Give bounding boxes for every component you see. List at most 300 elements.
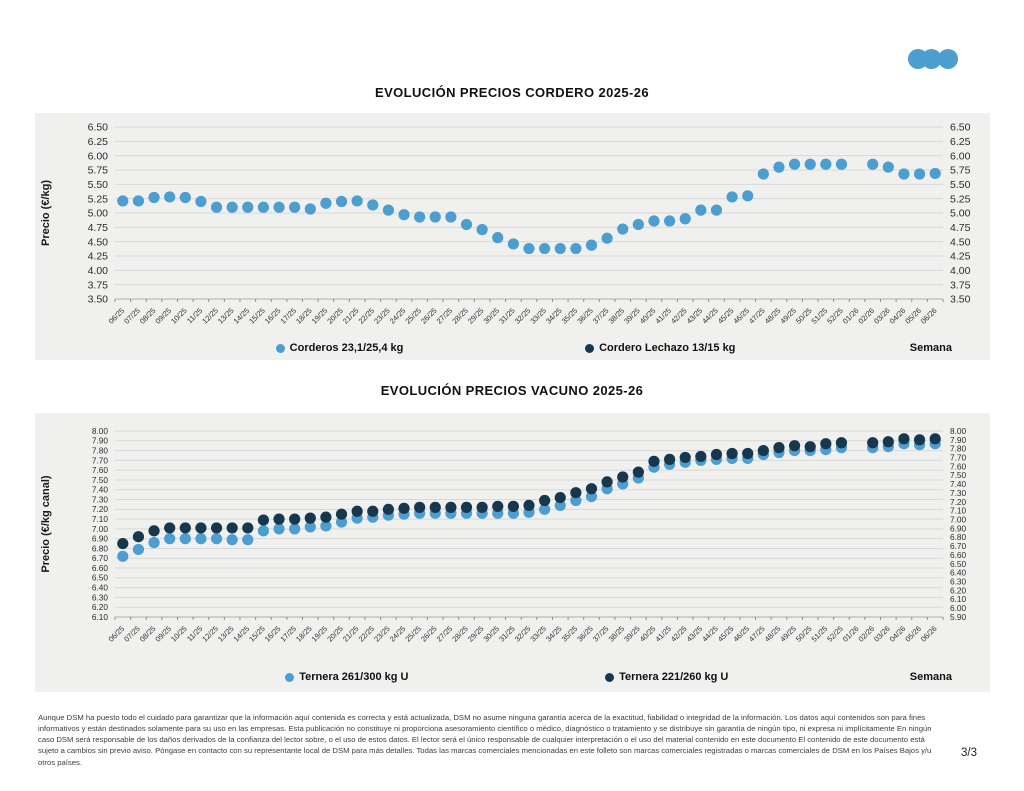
- data-point: [414, 502, 425, 513]
- data-point: [320, 512, 331, 523]
- y-tick-label: 4.25: [950, 250, 971, 263]
- x-tick-label: 40/25: [637, 624, 658, 644]
- x-tick-label: 23/25: [372, 624, 392, 644]
- y-tick-label: 6.80: [950, 532, 967, 543]
- y-tick-label: 7.10: [950, 505, 967, 516]
- data-point: [148, 192, 159, 203]
- data-point: [883, 436, 894, 447]
- data-point: [617, 223, 628, 234]
- x-tick-label: 34/25: [544, 306, 564, 326]
- data-point: [758, 168, 769, 179]
- y-tick-label: 6.40: [91, 582, 108, 593]
- data-point: [273, 202, 284, 213]
- x-tick-label: 31/25: [497, 624, 517, 644]
- dsm-three-dots-logo: [908, 48, 960, 70]
- data-point: [133, 544, 144, 555]
- x-tick-label: 14/25: [231, 624, 252, 644]
- data-point: [430, 211, 441, 222]
- y-tick-label: 7.90: [91, 435, 108, 446]
- data-point: [586, 240, 597, 251]
- x-tick-label: 37/25: [590, 624, 611, 644]
- x-tick-label: 48/25: [762, 624, 783, 644]
- y-tick-label: 4.00: [950, 265, 971, 278]
- x-tick-label: 22/25: [356, 306, 377, 326]
- data-point: [492, 232, 503, 243]
- y-tick-label: 7.10: [91, 514, 108, 525]
- data-point: [820, 159, 831, 170]
- data-point: [195, 196, 206, 207]
- y-tick-label: 5.00: [87, 207, 108, 220]
- logo-dot: [938, 49, 958, 69]
- data-point: [742, 448, 753, 459]
- legend-dot-icon: [285, 673, 294, 682]
- x-tick-label: 08/25: [137, 306, 158, 326]
- data-point: [336, 196, 347, 207]
- legend-dot-icon: [585, 344, 594, 353]
- data-point: [336, 509, 347, 520]
- data-point: [211, 522, 222, 533]
- data-point: [398, 209, 409, 220]
- x-tick-label: 41/25: [653, 624, 674, 644]
- x-tick-label: 11/25: [185, 306, 205, 326]
- x-tick-label: 52/25: [825, 624, 845, 644]
- data-point: [570, 243, 581, 254]
- y-tick-label: 6.50: [87, 121, 108, 134]
- x-tick-label: 25/25: [403, 306, 424, 326]
- data-point: [273, 523, 284, 534]
- x-tick-label: 48/25: [762, 306, 783, 326]
- y-tick-label: 6.25: [87, 136, 108, 149]
- x-tick-label: 04/26: [887, 306, 908, 326]
- data-point: [664, 215, 675, 226]
- x-tick-label: 36/25: [575, 624, 595, 644]
- data-point: [211, 533, 222, 544]
- data-point: [930, 168, 941, 179]
- data-point: [914, 434, 925, 445]
- vacuno-chart-title: EVOLUCIÓN PRECIOS VACUNO 2025-26: [380, 383, 644, 398]
- x-tick-label: 09/25: [153, 306, 174, 326]
- data-point: [164, 533, 175, 544]
- x-tick-label: 08/25: [137, 624, 158, 644]
- data-point: [773, 442, 784, 453]
- x-tick-label: 15/25: [247, 624, 267, 644]
- y-tick-label: 6.25: [950, 136, 971, 149]
- x-tick-label: 26/25: [419, 306, 439, 326]
- data-point: [148, 525, 159, 536]
- x-tick-label: 05/26: [903, 624, 923, 644]
- y-tick-label: 4.50: [950, 236, 971, 249]
- x-tick-label: 21/25: [340, 306, 361, 326]
- y-tick-label: 5.50: [87, 179, 108, 192]
- y-tick-label: 6.80: [91, 543, 108, 554]
- data-point: [789, 159, 800, 170]
- x-tick-label: 31/25: [497, 306, 517, 326]
- x-tick-label: 12/25: [200, 306, 220, 326]
- data-point: [633, 467, 644, 478]
- y-tick-label: 6.50: [950, 121, 971, 134]
- legend-label: Ternera 221/260 kg U: [619, 671, 729, 683]
- x-tick-label: 42/25: [668, 306, 689, 326]
- data-point: [883, 162, 894, 173]
- x-tick-label: 29/25: [465, 624, 486, 644]
- x-tick-label: 50/25: [793, 624, 814, 644]
- cordero-chart-plot: [35, 113, 990, 338]
- x-tick-label: 52/25: [825, 306, 845, 326]
- data-point: [508, 238, 519, 249]
- y-tick-label: 6.50: [91, 572, 108, 583]
- x-tick-label: 20/25: [325, 306, 345, 326]
- y-tick-label: 6.00: [950, 150, 971, 163]
- data-point: [133, 195, 144, 206]
- legend-item-corderos: [276, 342, 404, 354]
- data-point: [461, 502, 472, 513]
- data-point: [227, 202, 238, 213]
- x-tick-label: 49/25: [778, 624, 798, 644]
- y-tick-label: 7.80: [91, 445, 108, 456]
- x-tick-label: 42/25: [668, 624, 689, 644]
- y-tick-label: 6.00: [950, 603, 967, 614]
- data-point: [789, 440, 800, 451]
- data-point: [680, 213, 691, 224]
- data-point: [648, 456, 659, 467]
- x-tick-label: 17/25: [278, 306, 299, 326]
- data-point: [711, 449, 722, 460]
- y-tick-label: 7.50: [950, 470, 967, 481]
- data-point: [805, 159, 816, 170]
- data-point: [914, 168, 925, 179]
- x-tick-label: 12/25: [200, 624, 220, 644]
- y-tick-label: 4.50: [87, 236, 108, 249]
- y-tick-label: 6.50: [950, 558, 967, 569]
- x-tick-label: 35/25: [559, 624, 580, 644]
- x-tick-label: 43/25: [684, 624, 705, 644]
- data-point: [836, 437, 847, 448]
- data-point: [383, 205, 394, 216]
- vacuno-chart-panel: [35, 413, 990, 692]
- data-point: [352, 506, 363, 517]
- data-point: [180, 533, 191, 544]
- data-point: [805, 441, 816, 452]
- x-tick-label: 28/25: [450, 306, 470, 326]
- y-tick-label: 7.30: [950, 487, 967, 498]
- page-number: 3/3: [961, 747, 977, 759]
- legend-dot-icon: [605, 673, 614, 682]
- y-tick-label: 6.20: [950, 585, 967, 596]
- data-point: [305, 513, 316, 524]
- legend-label: Cordero Lechazo 13/15 kg: [599, 342, 736, 354]
- x-tick-label: 01/26: [840, 624, 861, 644]
- y-tick-label: 6.60: [91, 562, 108, 573]
- x-tick-label: 39/25: [622, 306, 642, 326]
- y-tick-label: 4.25: [87, 250, 108, 263]
- x-tick-label: 33/25: [528, 306, 549, 326]
- disclaimer-text: Aunque DSM ha puesto todo el cuidado para garantizar que la información aquí contenida es correcta y está actualizada, DSM no asume ninguna garantía acerca de la exactitud, fiabilidad o integridad de la información. Los datos aquí contenidos son para fines informativos y están destinados solamente para su uso en las empresas. Esta publicación no constituye ni proporciona asesoramiento científico o médico, diagnóstico o tratamiento y se distribuye sin garantía de ningún tipo, ni expresa ni implícitamente En ningún caso DSM será responsable de los daños derivados de la confianza del lector sobre, o el uso de estos datos. El lector será el único responsable de cualquier interpretación o el uso del material contenido en este documento El contenido de este documento está sujeto a cambios sin previo aviso. Póngase en contacto con su representante local de DSM para más detalles. Todas las marcas comerciales mencionadas en este folleto son marcas comerciales registradas o marcas comerciales de DSM en los Países Bajos y/u otros países.: [38, 713, 932, 767]
- data-point: [648, 215, 659, 226]
- x-tick-label: 49/25: [778, 306, 798, 326]
- x-tick-label: 32/25: [512, 624, 533, 644]
- data-point: [898, 433, 909, 444]
- y-tick-label: 5.25: [950, 193, 971, 206]
- x-tick-label: 33/25: [528, 624, 549, 644]
- y-tick-label: 6.70: [950, 541, 967, 552]
- x-tick-label: 22/25: [356, 624, 377, 644]
- data-point: [195, 533, 206, 544]
- data-point: [242, 534, 253, 545]
- y-tick-label: 7.40: [950, 479, 967, 490]
- data-point: [289, 202, 300, 213]
- data-point: [180, 192, 191, 203]
- x-tick-label: 26/25: [419, 624, 439, 644]
- y-tick-label: 7.50: [91, 474, 108, 485]
- x-tick-label: 37/25: [590, 306, 611, 326]
- y-tick-label: 4.00: [87, 265, 108, 278]
- x-tick-label: 20/25: [325, 624, 345, 644]
- y-tick-label: 7.00: [91, 523, 108, 534]
- x-tick-label: 38/25: [606, 306, 627, 326]
- x-tick-label: 23/25: [372, 306, 392, 326]
- x-tick-label: 51/25: [809, 624, 830, 644]
- data-point: [211, 202, 222, 213]
- x-tick-label: 07/25: [122, 624, 142, 644]
- data-point: [367, 199, 378, 210]
- data-point: [633, 219, 644, 230]
- x-tick-label: 41/25: [653, 306, 674, 326]
- legend-item-ternera-261-300: [285, 671, 408, 683]
- y-tick-label: 7.70: [91, 455, 108, 466]
- x-tick-label: 07/25: [122, 306, 142, 326]
- x-tick-label: 46/25: [731, 624, 752, 644]
- x-tick-label: 24/25: [387, 624, 408, 644]
- data-point: [695, 205, 706, 216]
- data-point: [445, 211, 456, 222]
- x-axis-title: Semana: [909, 671, 952, 683]
- data-point: [383, 504, 394, 515]
- data-point: [180, 522, 191, 533]
- data-point: [477, 502, 488, 513]
- y-tick-label: 7.20: [91, 504, 108, 515]
- x-tick-label: 28/25: [450, 624, 470, 644]
- data-point: [617, 471, 628, 482]
- x-tick-label: 02/26: [856, 624, 877, 644]
- cordero-chart-title: EVOLUCIÓN PRECIOS CORDERO 2025-26: [375, 85, 649, 100]
- x-tick-label: 45/25: [715, 306, 736, 326]
- x-tick-label: 06/26: [918, 624, 939, 644]
- x-tick-label: 16/25: [262, 306, 283, 326]
- x-tick-label: 05/26: [903, 306, 923, 326]
- y-tick-label: 7.90: [950, 434, 967, 445]
- x-tick-label: 16/25: [262, 624, 283, 644]
- y-tick-label: 7.20: [950, 496, 967, 507]
- x-tick-label: 46/25: [731, 306, 752, 326]
- data-point: [258, 514, 269, 525]
- x-tick-label: 24/25: [387, 306, 408, 326]
- x-tick-label: 11/25: [185, 624, 205, 644]
- data-point: [695, 451, 706, 462]
- data-point: [711, 205, 722, 216]
- x-tick-label: 06/25: [106, 624, 127, 644]
- legend-dot-icon: [276, 344, 285, 353]
- data-point: [430, 502, 441, 513]
- x-tick-label: 18/25: [294, 306, 314, 326]
- y-tick-label: 8.00: [91, 425, 108, 436]
- x-tick-label: 47/25: [747, 306, 767, 326]
- x-tick-label: 45/25: [715, 624, 736, 644]
- y-tick-label: 4.75: [87, 222, 108, 235]
- data-point: [820, 438, 831, 449]
- data-point: [930, 433, 941, 444]
- data-point: [242, 202, 253, 213]
- data-point: [570, 487, 581, 498]
- x-tick-label: 25/25: [403, 624, 424, 644]
- x-tick-label: 09/25: [153, 624, 174, 644]
- y-tick-label: 6.90: [91, 533, 108, 544]
- x-tick-label: 39/25: [622, 624, 642, 644]
- data-point: [836, 159, 847, 170]
- y-tick-label: 7.60: [950, 461, 967, 472]
- y-tick-label: 5.75: [87, 164, 108, 177]
- data-point: [273, 514, 284, 525]
- data-point: [758, 445, 769, 456]
- x-tick-label: 21/25: [340, 624, 361, 644]
- x-tick-label: 10/25: [169, 306, 189, 326]
- x-tick-label: 03/26: [872, 624, 892, 644]
- cordero-chart-panel: [35, 113, 990, 360]
- y-tick-label: 6.10: [950, 594, 967, 605]
- y-tick-label: 5.75: [950, 164, 971, 177]
- x-tick-label: 15/25: [247, 306, 267, 326]
- data-point: [726, 191, 737, 202]
- x-tick-label: 40/25: [637, 306, 658, 326]
- y-tick-label: 7.60: [91, 465, 108, 476]
- data-point: [555, 243, 566, 254]
- x-tick-label: 44/25: [700, 624, 720, 644]
- data-point: [680, 452, 691, 463]
- y-tick-label: 7.40: [91, 484, 108, 495]
- y-axis-title: Precio (€/kg): [40, 179, 52, 247]
- y-tick-label: 4.75: [950, 222, 971, 235]
- data-point: [508, 501, 519, 512]
- data-point: [664, 454, 675, 465]
- x-tick-label: 14/25: [231, 306, 252, 326]
- data-point: [289, 523, 300, 534]
- legend-item-lechazo: [585, 342, 735, 354]
- data-point: [242, 522, 253, 533]
- y-tick-label: 3.75: [87, 279, 108, 292]
- x-tick-label: 50/25: [793, 306, 814, 326]
- y-tick-label: 6.00: [87, 150, 108, 163]
- x-tick-label: 10/25: [169, 624, 189, 644]
- x-tick-label: 35/25: [559, 306, 580, 326]
- data-point: [258, 202, 269, 213]
- y-tick-label: 3.50: [950, 293, 971, 306]
- x-tick-label: 29/25: [465, 306, 486, 326]
- data-point: [492, 501, 503, 512]
- data-point: [539, 495, 550, 506]
- x-tick-label: 02/26: [856, 306, 877, 326]
- x-tick-label: 30/25: [481, 624, 502, 644]
- data-point: [898, 168, 909, 179]
- data-point: [445, 502, 456, 513]
- y-axis-title: Precio (€/kg canal): [40, 475, 52, 573]
- data-point: [164, 522, 175, 533]
- data-point: [602, 233, 613, 244]
- y-tick-label: 7.70: [950, 452, 967, 463]
- y-tick-label: 6.60: [950, 549, 967, 560]
- data-point: [539, 243, 550, 254]
- x-tick-label: 51/25: [809, 306, 830, 326]
- x-tick-label: 13/25: [215, 624, 236, 644]
- data-point: [523, 243, 534, 254]
- x-tick-label: 36/25: [575, 306, 595, 326]
- x-tick-label: 32/25: [512, 306, 533, 326]
- x-tick-label: 13/25: [215, 306, 236, 326]
- y-tick-label: 7.80: [950, 443, 967, 454]
- y-tick-label: 7.00: [950, 514, 967, 525]
- x-tick-label: 01/26: [840, 306, 861, 326]
- y-tick-label: 5.90: [950, 611, 967, 622]
- x-tick-label: 18/25: [294, 624, 314, 644]
- data-point: [320, 198, 331, 209]
- data-point: [523, 500, 534, 511]
- x-tick-label: 44/25: [700, 306, 720, 326]
- x-tick-label: 27/25: [434, 624, 455, 644]
- y-tick-label: 5.50: [950, 179, 971, 192]
- x-tick-label: 43/25: [684, 306, 705, 326]
- y-tick-label: 6.40: [950, 567, 967, 578]
- data-point: [555, 492, 566, 503]
- x-tick-label: 04/26: [887, 624, 908, 644]
- data-point: [164, 191, 175, 202]
- data-point: [117, 551, 128, 562]
- data-point: [477, 224, 488, 235]
- x-tick-label: 19/25: [309, 624, 330, 644]
- x-axis-title: Semana: [909, 342, 952, 354]
- data-point: [195, 522, 206, 533]
- data-point: [726, 448, 737, 459]
- x-tick-label: 06/25: [106, 306, 127, 326]
- y-tick-label: 6.20: [91, 602, 108, 613]
- data-point: [414, 211, 425, 222]
- y-tick-label: 7.30: [91, 494, 108, 505]
- data-point: [289, 514, 300, 525]
- data-point: [133, 531, 144, 542]
- y-tick-label: 6.30: [950, 576, 967, 587]
- data-point: [461, 219, 472, 230]
- x-tick-label: 34/25: [544, 624, 564, 644]
- data-point: [586, 483, 597, 494]
- data-point: [398, 503, 409, 514]
- data-point: [602, 476, 613, 487]
- y-tick-label: 8.00: [950, 425, 967, 436]
- y-tick-label: 6.90: [950, 523, 967, 534]
- data-point: [742, 190, 753, 201]
- x-tick-label: 17/25: [278, 624, 299, 644]
- data-point: [305, 203, 316, 214]
- y-tick-label: 5.00: [950, 207, 971, 220]
- data-point: [352, 195, 363, 206]
- data-point: [258, 525, 269, 536]
- x-tick-label: 19/25: [309, 306, 330, 326]
- data-point: [117, 195, 128, 206]
- data-point: [867, 159, 878, 170]
- y-tick-label: 6.70: [91, 553, 108, 564]
- x-tick-label: 38/25: [606, 624, 627, 644]
- legend-label: Corderos 23,1/25,4 kg: [289, 342, 404, 354]
- data-point: [773, 162, 784, 173]
- y-tick-label: 6.10: [91, 611, 108, 622]
- data-point: [148, 537, 159, 548]
- data-point: [367, 506, 378, 517]
